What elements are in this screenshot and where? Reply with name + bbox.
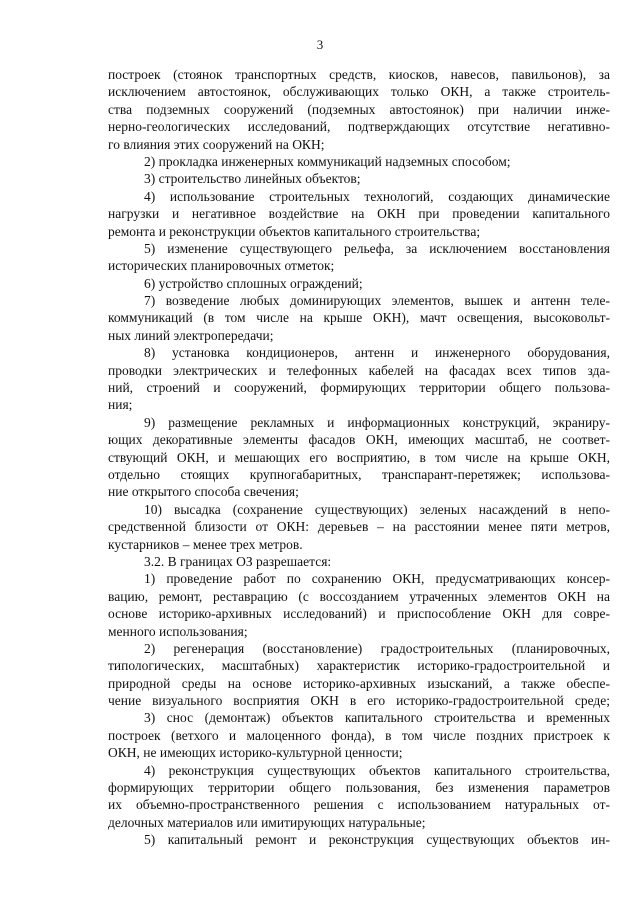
text-line: нагрузки и негативное воздействие на ОКН при проведении капитального (108, 206, 610, 222)
text-line: 2) прокладка инженерных коммуникаций надземных способом; (144, 153, 511, 169)
text-line: исключением автостоянок, обслуживающих только ОКН, а также строитель- (108, 84, 610, 100)
text-line: природной среды на основе историко-архивных изысканий, а также обеспе- (108, 675, 610, 691)
text-line: ства подземных сооружений (подземных автостоянок) при наличии инже- (108, 101, 610, 117)
text-line: ний, строений и сооружений, формирующих территории общего пользова- (108, 380, 610, 396)
text-line: их объемно-пространственного решения с использованием натуральных от- (108, 797, 610, 813)
text-line: построек (ветхого и малоценного фонда), в том числе поздних пристроек к (108, 727, 610, 743)
text-line: типологических, масштабных) характеристик историко-градостроительной и (108, 658, 610, 674)
page-number: 3 (316, 37, 324, 52)
text-line: 8) установка кондиционеров, антенн и инженерного оборудования, (144, 345, 610, 361)
text-line: 3) снос (демонтаж) объектов капитального строительства и временных (144, 710, 610, 726)
text-line: 3.2. В границах ОЗ разрешается: (144, 553, 332, 569)
text-line: коммуникаций (в том числе на крыше ОКН), мачт освещения, высоковольт- (108, 310, 610, 326)
text-line: ремонта и реконструкции объектов капитального строительства; (108, 223, 481, 239)
text-line: вацию, ремонт, реставрацию (с воссозданием утраченных элементов ОКН на (108, 588, 610, 604)
text-line: ющих декоративные элементы фасадов ОКН, имеющих масштаб, не соответ- (108, 432, 610, 448)
text-line: основе историко-архивных исследований) и приспособление ОКН для совре- (108, 606, 610, 622)
text-line: кустарников – менее трех метров. (108, 536, 303, 552)
text-line: ние открытого способа свечения; (108, 484, 299, 500)
text-line: построек (стоянок транспортных средств, киосков, навесов, павильонов), за (108, 67, 610, 82)
text-line: 4) реконструкция существующих объектов капитального строительства, (144, 762, 610, 778)
text-line: 9) размещение рекламных и информационных конструкций, экраниру- (144, 414, 610, 430)
text-line: формирующих территории общего пользования, без изменения параметров (108, 780, 610, 796)
text-line: средственной близости от ОКН: деревьев – на расстоянии менее пяти метров, (108, 519, 610, 535)
text-line: 2) регенерация (восстановление) градостроительных (планировочных, (144, 640, 610, 656)
text-line: 4) использование строительных технологий, создающих динамические (144, 188, 610, 204)
text-line: го влияния этих сооружений на ОКН; (108, 136, 325, 152)
text-line: ния; (108, 397, 133, 413)
text-line: делочных материалов или имитирующих натуральные; (108, 814, 426, 830)
text-line: 10) высадка (сохранение существующих) зеленых насаждений в непо- (144, 501, 610, 517)
text-line: 1) проведение работ по сохранению ОКН, предусматривающих консер- (144, 571, 610, 587)
text-line: 3) строительство линейных объектов; (144, 171, 361, 187)
text-line: проводки электрических и телефонных кабелей на фасадах всех типов зда- (108, 362, 610, 378)
text-line: 5) капитальный ремонт и реконструкция существующих объектов ин- (144, 832, 610, 848)
body-text (108, 66, 610, 849)
text-line: исторических планировочных отметок; (108, 258, 335, 274)
text-line: менного использования; (108, 623, 248, 639)
text-line: отдельно стоящих крупногабаритных, транспарант-перетяжек; использова- (108, 466, 610, 482)
text-line: 5) изменение существующего рельефа, за исключением восстановления (144, 240, 610, 256)
text-line: чение визуального восприятия ОКН в его историко-градостроительной среде; (108, 693, 610, 709)
text-line: 6) устройство сплошных ограждений; (144, 275, 363, 291)
text-line: ствующий ОКН, и мешающих его восприятию, в том числе на крыше ОКН, (108, 449, 610, 465)
text-line: 7) возведение любых доминирующих элементов, вышек и антенн теле- (144, 293, 610, 309)
text-line: ОКН, не имеющих историко-культурной ценности; (108, 745, 403, 761)
text-line: ных линий электропередачи; (108, 327, 274, 343)
text-line: нерно-геологических исследований, подтверждающих отсутствие негативно- (108, 119, 610, 135)
